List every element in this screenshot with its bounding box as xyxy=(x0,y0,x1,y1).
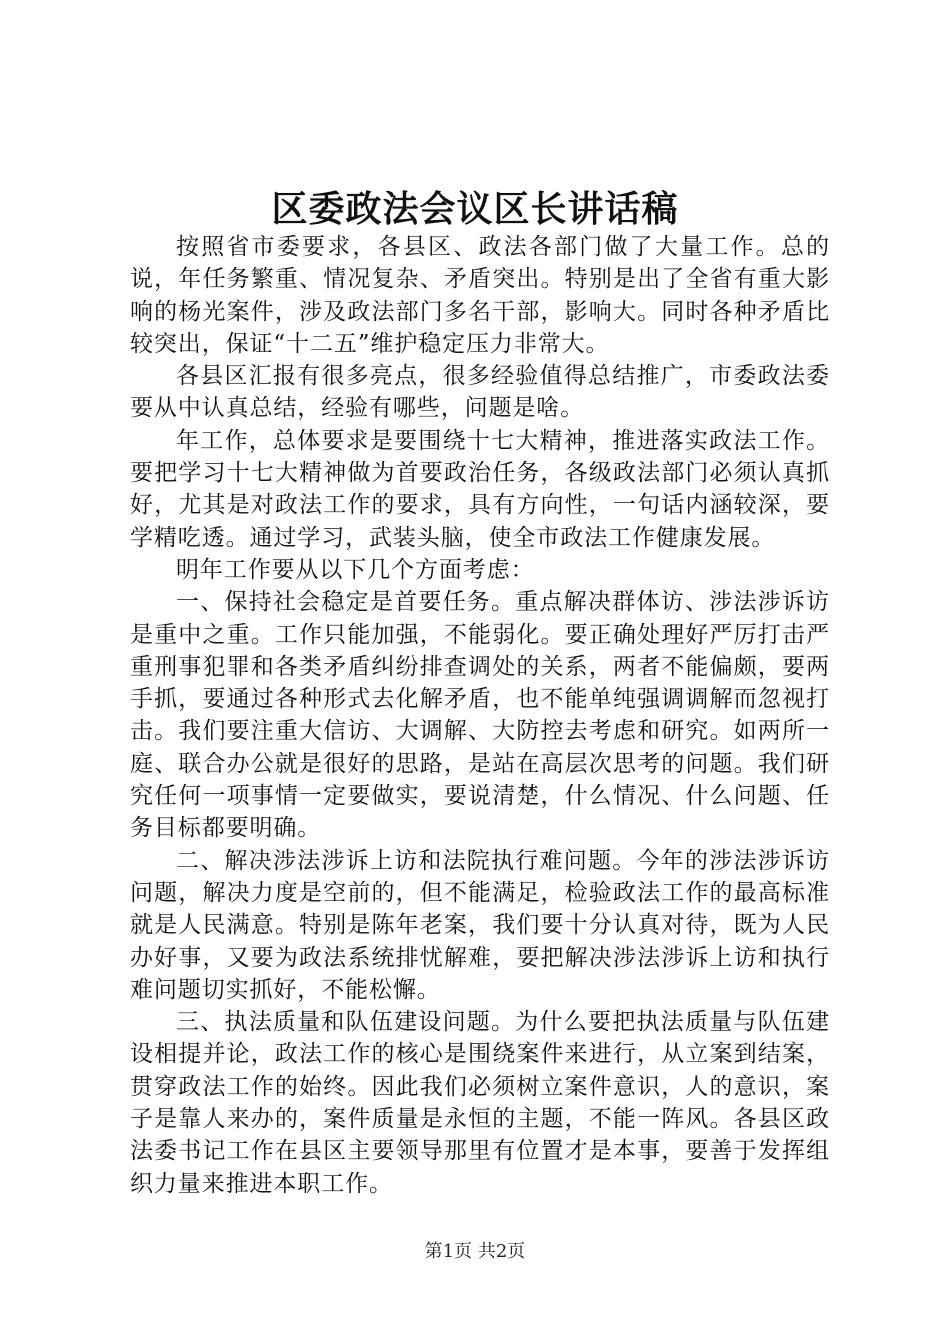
document-title: 区委政法会议区长讲话稿 xyxy=(271,188,679,230)
page-number-footer: 第1页 共2页 xyxy=(424,1241,526,1262)
paragraph: 按照省市委要求，各县区、政法各部门做了大量工作。总的说，年任务繁重、情况复杂、矛盾突出。特别是出了全省有重大影响的杨光案件，涉及政法部门多名干部，影响大。同时各种矛盾比较突出，保证“十二五”维护稳定压力非常大。 xyxy=(130,234,830,357)
paragraph: 明年工作要从以下几个方面考虑： xyxy=(176,556,535,583)
paragraph: 各县区汇报有很多亮点，很多经验值得总结推广，市委政法委要从中认真总结，经验有哪些，问题是啥。 xyxy=(130,363,830,422)
paragraph: 一、保持社会稳定是首要任务。重点解决群体访、涉法涉诉访是重中之重。工作只能加强，不能弱化。要正确处理好严厉打击严重刑事犯罪和各类矛盾纠纷排查调处的关系，两者不能偏颇，要两手抓，要通过各种形式去化解矛盾，也不能单纯强调调解而忽视打击。我们要注重大信访、大调解、大防控去考虑和研究。如两所一庭、联合办公就是很好的思路，是站在高层次思考的问题。我们研究任何一项事情一定要做实，要说清楚，什么情况、什么问题、任务目标都要明确。 xyxy=(130,589,830,842)
paragraph: 年工作，总体要求是要围绕十七大精神，推进落实政法工作。要把学习十七大精神做为首要政治任务，各级政法部门必须认真抓好，尤其是对政法工作的要求，具有方向性，一句话内涵较深，要学精吃透。通过学习，武装头脑，使全市政法工作健康发展。 xyxy=(130,427,830,551)
paragraph: 二、解决涉法涉诉上访和法院执行难问题。今年的涉法涉诉访问题，解决力度是空前的，但不能满足，检验政法工作的最高标准就是人民满意。特别是陈年老案，我们要十分认真对待，既为人民办好事，又要为政法系统排忧解难，要把解决涉法涉诉上访和执行难问题切实抓好，不能松懈。 xyxy=(130,847,830,1003)
paragraph: 三、执法质量和队伍建设问题。为什么要把执法质量与队伍建设相提并论，政法工作的核心是围绕案件来进行，从立案到结案，贯穿政法工作的始终。因此我们必须树立案件意识，人的意识，案子是靠人来办的，案件质量是永恒的主题，不能一阵风。各县区政法委书记工作在县区主要领导那里有位置才是本事，要善于发挥组织力量来推进本职工作。 xyxy=(130,1009,830,1197)
document-body xyxy=(130,231,830,1200)
